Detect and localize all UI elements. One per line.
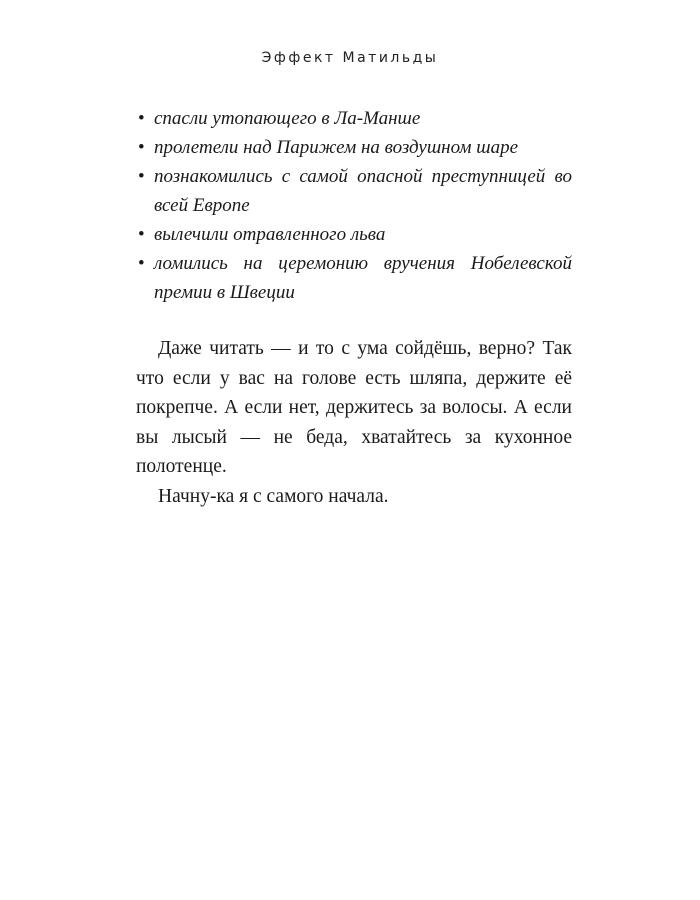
bullet-text: ломились на церемонию вручения Нобелевской премии в Швеции <box>154 253 572 303</box>
bullet-item <box>136 249 572 307</box>
paragraph: Начну-ка я с самого начала. <box>158 485 389 507</box>
bullet-item <box>136 104 572 133</box>
bullet-item <box>136 220 572 249</box>
bullet-item <box>136 162 572 220</box>
bullet-list <box>136 104 572 307</box>
body-text <box>136 334 572 511</box>
bullet-marker: • <box>138 108 145 129</box>
paragraph: Даже читать — и то с ума сойдёшь, верно? Так что если у вас на голове есть шляпа, держите её покрепче. А если нет, держитесь за волосы. А если вы лысый — не беда, хватайтесь за кухонное полотенце. <box>136 338 572 477</box>
bullet-text: вылечили отравленного льва <box>154 224 386 245</box>
bullet-text: спасли утопающего в Ла-Манше <box>154 108 421 129</box>
bullet-item <box>136 133 572 162</box>
bullet-marker: • <box>138 224 145 245</box>
bullet-text: пролетели над Парижем на воздушном шаре <box>154 137 519 158</box>
bullet-marker: • <box>138 253 145 274</box>
bullet-text: познакомились с самой опасной преступницей во всей Европе <box>154 166 572 216</box>
bullet-marker: • <box>138 137 145 158</box>
running-header: Эффект Матильды <box>261 50 439 66</box>
bullet-marker: • <box>138 166 145 187</box>
